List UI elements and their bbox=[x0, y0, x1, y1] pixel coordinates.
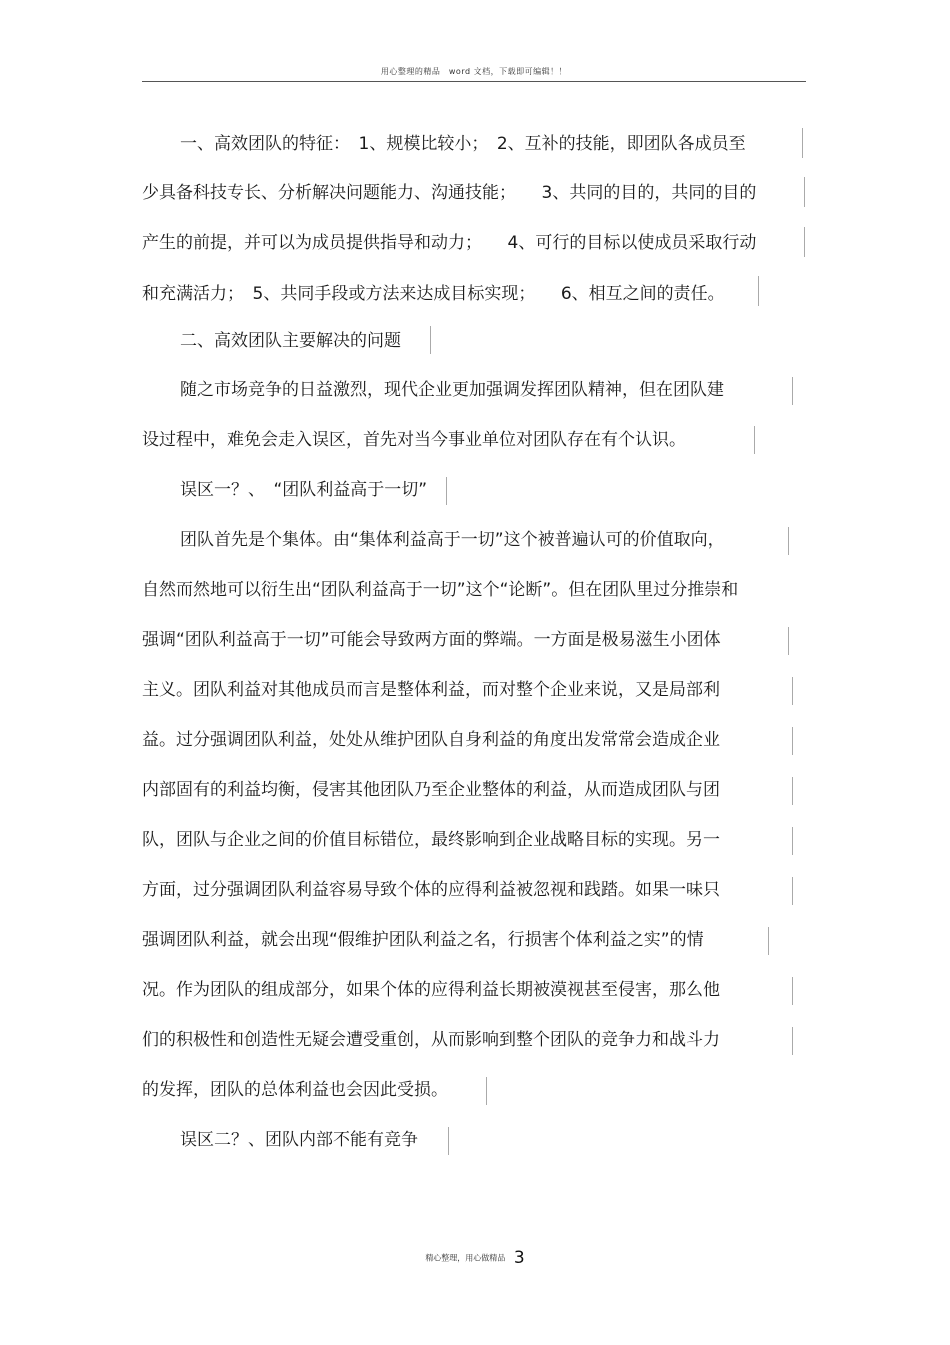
subsection-heading: 误区一？、 “团队利益高于一切” bbox=[180, 480, 428, 500]
body-line: 内部固有的利益均衡，侵害其他团队乃至企业整体的利益，从而造成团队与团 bbox=[142, 780, 720, 800]
line-end-marker bbox=[792, 727, 793, 755]
line-end-marker bbox=[788, 527, 789, 555]
subsection-heading: 误区二？、团队内部不能有竞争 bbox=[180, 1130, 418, 1150]
line-end-marker bbox=[788, 627, 789, 655]
line-end-marker bbox=[446, 477, 447, 505]
footer-text: 精心整理，用心做精品 bbox=[425, 1253, 506, 1263]
line-end-marker bbox=[802, 128, 803, 158]
body-line: 一、高效团队的特征： 1、规模比较小； 2、互补的技能，即团队各成员至 bbox=[180, 134, 746, 154]
body-line: 随之市场竞争的日益激烈，现代企业更加强调发挥团队精神，但在团队建 bbox=[180, 380, 724, 400]
page-number: 3 bbox=[513, 1248, 525, 1268]
line-end-marker bbox=[804, 177, 805, 207]
line-end-marker bbox=[768, 927, 769, 955]
body-line: 队，团队与企业之间的价值目标错位，最终影响到企业战略目标的实现。另一 bbox=[142, 830, 720, 850]
line-end-marker bbox=[804, 227, 805, 257]
body-line: 强调“团队利益高于一切”可能会导致两方面的弊端。一方面是极易滋生小团体 bbox=[142, 630, 721, 650]
line-end-marker bbox=[448, 1127, 449, 1155]
line-end-marker bbox=[792, 977, 793, 1005]
body-line: 的发挥，团队的总体利益也会因此受损。 bbox=[142, 1080, 448, 1100]
header-divider bbox=[142, 81, 806, 82]
line-end-marker bbox=[792, 377, 793, 405]
body-line: 们的积极性和创造性无疑会遭受重创，从而影响到整个团队的竞争力和战斗力 bbox=[142, 1030, 720, 1050]
line-end-marker bbox=[792, 1027, 793, 1055]
line-end-marker bbox=[792, 677, 793, 705]
page-footer bbox=[0, 1248, 950, 1268]
line-end-marker bbox=[754, 426, 755, 454]
body-line: 和充满活力； 5、共同手段或方法来达成目标实现； 6、相互之间的责任。 bbox=[142, 284, 725, 304]
body-line: 主义。团队利益对其他成员而言是整体利益，而对整个企业来说，又是局部利 bbox=[142, 680, 720, 700]
body-line: 团队首先是个集体。由“集体利益高于一切”这个被普遍认可的价值取向， bbox=[180, 530, 725, 550]
body-line: 强调团队利益，就会出现“假维护团队利益之名，行损害个体利益之实”的情 bbox=[142, 930, 704, 950]
page-header: 用心整理的精品 word 文档，下载即可编辑！！ bbox=[380, 67, 568, 76]
line-end-marker bbox=[792, 877, 793, 905]
body-line: 益。过分强调团队利益，处处从维护团队自身利益的角度出发常常会造成企业 bbox=[142, 730, 720, 750]
line-end-marker bbox=[792, 777, 793, 805]
body-line: 自然而然地可以衍生出“团队利益高于一切”这个“论断”。但在团队里过分推崇和 bbox=[142, 580, 739, 600]
line-end-marker bbox=[758, 276, 759, 306]
body-line: 况。作为团队的组成部分，如果个体的应得利益长期被漠视甚至侵害，那么他 bbox=[142, 980, 720, 1000]
section-heading: 二、高效团队主要解决的问题 bbox=[180, 331, 401, 351]
body-line: 少具备科技专长、分析解决问题能力、沟通技能； 3、共同的目的，共同的目的 bbox=[142, 183, 757, 203]
line-end-marker bbox=[792, 827, 793, 855]
body-line: 方面，过分强调团队利益容易导致个体的应得利益被忽视和践踏。如果一味只 bbox=[142, 880, 720, 900]
line-end-marker bbox=[430, 326, 431, 354]
line-end-marker bbox=[486, 1077, 487, 1105]
body-line: 产生的前提，并可以为成员提供指导和动力； 4、可行的目标以使成员采取行动 bbox=[142, 233, 757, 253]
body-line: 设过程中，难免会走入误区，首先对当今事业单位对团队存在有个认识。 bbox=[142, 430, 686, 450]
